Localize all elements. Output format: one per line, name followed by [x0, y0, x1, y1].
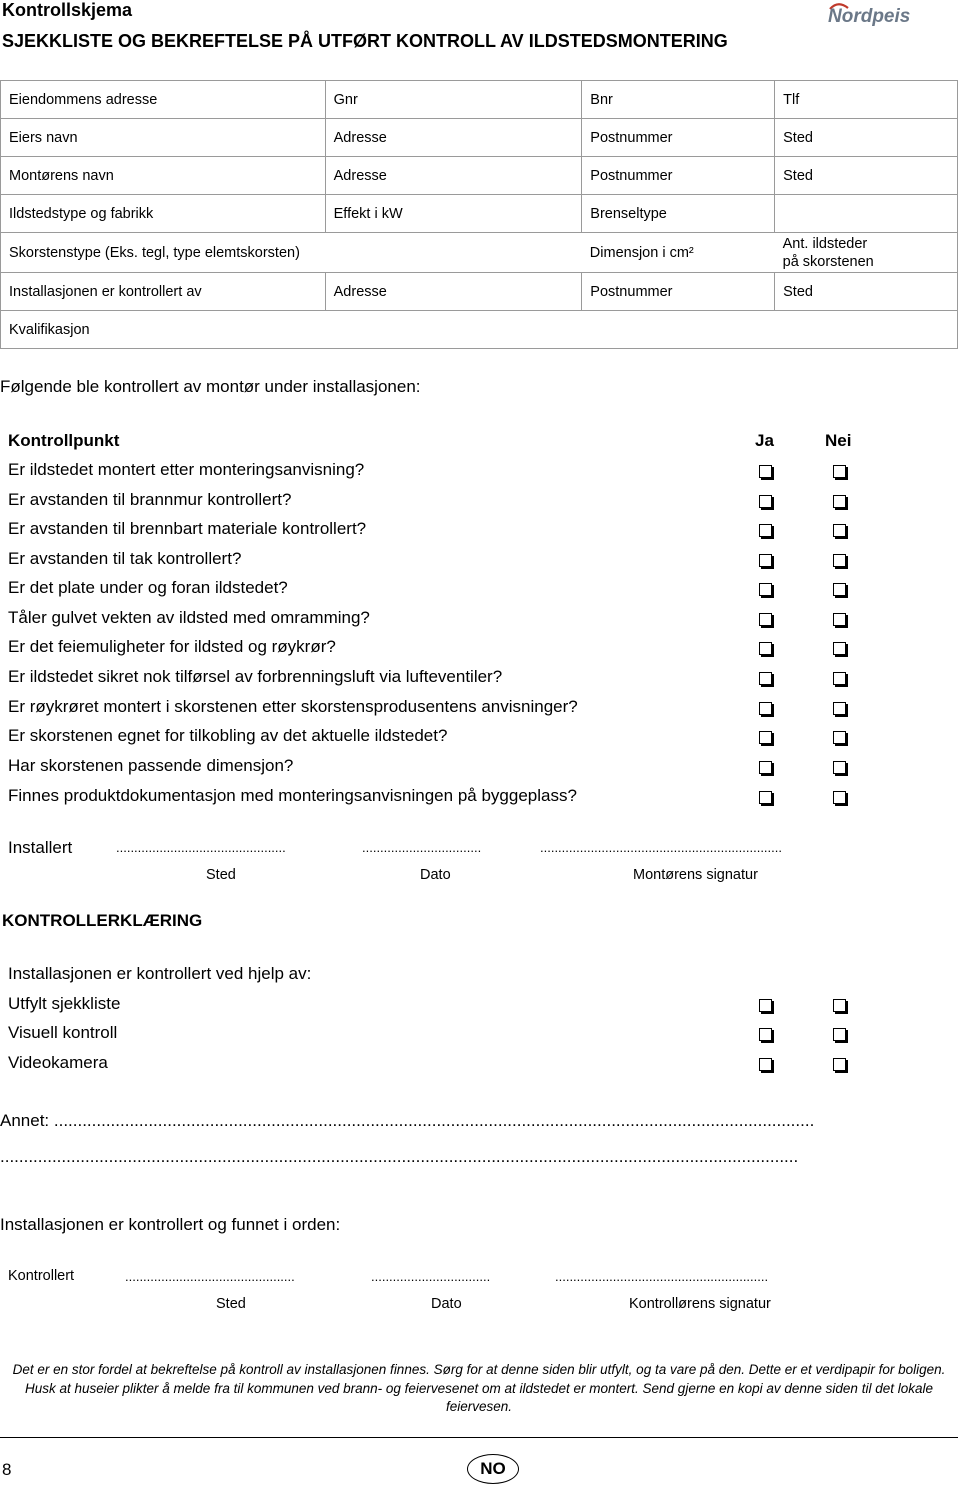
checkbox-no[interactable]: [833, 583, 846, 596]
found-ok-text: Installasjonen er kontrollert og funnet i orden:: [0, 1215, 341, 1234]
checkbox-yes[interactable]: [759, 1028, 772, 1041]
field-installer-address[interactable]: Adresse: [325, 157, 582, 195]
field-empty[interactable]: [775, 195, 958, 233]
checkbox-yes[interactable]: [759, 1058, 772, 1071]
checkbox-no[interactable]: [833, 999, 846, 1012]
checkbox-yes[interactable]: [759, 731, 772, 744]
field-bnr[interactable]: Bnr: [582, 81, 775, 119]
other-field-line2[interactable]: .........................................................................................................................................................................: [0, 1147, 799, 1166]
checkbox-yes[interactable]: [759, 524, 772, 537]
nordpeis-logo: [828, 2, 958, 34]
field-owner-address[interactable]: Adresse: [325, 119, 582, 157]
checklist-item-text: Er ildstedet sikret nok tilførsel av forbrenningsluft via lufteventiler?: [8, 667, 503, 686]
field-property-address[interactable]: Eiendommens adresse: [1, 81, 326, 119]
field-owner-postcode[interactable]: Postnummer: [582, 119, 775, 157]
installed-date-caption: Dato: [420, 867, 451, 883]
checklist-item-text: Tåler gulvet vekten av ildsted med omramming?: [8, 608, 370, 627]
field-controller-address[interactable]: Adresse: [325, 273, 582, 311]
method-label: Utfylt sjekkliste: [8, 994, 121, 1013]
table-row: [1, 233, 958, 273]
checkbox-no[interactable]: [833, 524, 846, 537]
table-row: [1, 273, 958, 311]
column-header-yes: Ja: [755, 431, 774, 450]
checklist-item-text: Er avstanden til brannmur kontrollert?: [8, 490, 292, 509]
checkbox-no[interactable]: [833, 672, 846, 685]
table-row: [1, 311, 958, 349]
controlled-signature-field[interactable]: ...........................................................: [555, 1269, 769, 1284]
column-header-no: Nei: [825, 431, 852, 450]
field-owner-place[interactable]: Sted: [775, 119, 958, 157]
field-power-kw[interactable]: Effekt i kW: [325, 195, 582, 233]
footer-divider: [0, 1437, 958, 1438]
field-installer-name[interactable]: Montørens navn: [1, 157, 326, 195]
field-owner-name[interactable]: Eiers navn: [1, 119, 326, 157]
checklist-item-text: Er ildstedet montert etter monteringsanvisning?: [8, 460, 365, 479]
field-chimney-type[interactable]: Skorstenstype (Eks. tegl, type elemtskorsten): [1, 233, 582, 273]
field-qualification[interactable]: Kvalifikasjon: [1, 311, 958, 349]
checkbox-yes[interactable]: [759, 642, 772, 655]
column-header-point: Kontrollpunkt: [8, 431, 120, 450]
field-stove-count[interactable]: Ant. ildsteder på skorstenen: [775, 233, 958, 273]
table-row: [1, 81, 958, 119]
checklist-item-text: Er det feiemuligheter for ildsted og røykrør?: [8, 637, 336, 656]
field-controller-postcode[interactable]: Postnummer: [582, 273, 775, 311]
page-number: 8: [2, 1460, 12, 1479]
method-label: Visuell kontroll: [8, 1023, 118, 1042]
installed-place-caption: Sted: [206, 867, 236, 883]
checkbox-yes[interactable]: [759, 702, 772, 715]
field-installer-postcode[interactable]: Postnummer: [582, 157, 775, 195]
checkbox-no[interactable]: [833, 1028, 846, 1041]
checkbox-no[interactable]: [833, 642, 846, 655]
checkbox-no[interactable]: [833, 761, 846, 774]
other-field[interactable]: Annet: .................................................................................................................................................................: [0, 1111, 815, 1130]
table-row: [1, 157, 958, 195]
table-row: [1, 119, 958, 157]
footer-note: Det er en stor fordel at bekreftelse på kontroll av installasjonen finnes. Sørg for at denne siden blir utfylt, og ta vare på den. Dette er et verdipapir for boligen. Husk at huseier plikter å melde fra til kommunen ved brann- og feiervesenet om at ildstedet er montert. Send gjerne en kopi av denne siden til det lokale feiervesen.: [12, 1362, 946, 1414]
checkbox-yes[interactable]: [759, 583, 772, 596]
installed-signature-field[interactable]: ...................................................................: [540, 840, 782, 855]
checkbox-yes[interactable]: [759, 761, 772, 774]
checklist-item-text: Er skorstenen egnet for tilkobling av det aktuelle ildstedet?: [8, 726, 448, 745]
controlled-date-field[interactable]: .................................: [371, 1269, 491, 1284]
table-row: [1, 195, 958, 233]
document-title: Kontrollskjema: [2, 0, 133, 20]
controlled-signature-caption: Kontrollørens signatur: [629, 1296, 771, 1312]
field-controlled-by[interactable]: Installasjonen er kontrollert av: [1, 273, 326, 311]
field-dimension[interactable]: Dimensjon i cm²: [582, 233, 775, 273]
field-phone[interactable]: Tlf: [775, 81, 958, 119]
property-info-table: [0, 80, 958, 349]
checkbox-no[interactable]: [833, 554, 846, 567]
checkbox-yes[interactable]: [759, 791, 772, 804]
installed-date-field[interactable]: .................................: [362, 840, 482, 855]
checkbox-yes[interactable]: [759, 999, 772, 1012]
checklist-item-text: Finnes produktdokumentasjon med monteringsanvisningen på byggeplass?: [8, 786, 577, 805]
checkbox-no[interactable]: [833, 495, 846, 508]
controlled-label: Kontrollert: [8, 1268, 75, 1284]
controlled-date-caption: Dato: [431, 1296, 462, 1312]
checkbox-no[interactable]: [833, 1058, 846, 1071]
declaration-heading: KONTROLLERKLÆRING: [2, 911, 203, 930]
checkbox-yes[interactable]: [759, 613, 772, 626]
field-stove-type[interactable]: Ildstedstype og fabrikk: [1, 195, 326, 233]
installed-signature-caption: Montørens signatur: [633, 867, 758, 883]
field-gnr[interactable]: Gnr: [325, 81, 582, 119]
field-installer-place[interactable]: Sted: [775, 157, 958, 195]
logo-text: Nordpeis: [828, 6, 911, 27]
checklist-item-text: Har skorstenen passende dimensjon?: [8, 756, 294, 775]
controlled-place-field[interactable]: ...............................................: [125, 1269, 295, 1284]
checkbox-no[interactable]: [833, 702, 846, 715]
checklist-intro: Følgende ble kontrollert av montør under installasjonen:: [0, 377, 421, 396]
checkbox-yes[interactable]: [759, 495, 772, 508]
checkbox-yes[interactable]: [759, 465, 772, 478]
checklist-item-text: Er det plate under og foran ildstedet?: [8, 578, 288, 597]
checkbox-no[interactable]: [833, 465, 846, 478]
field-controller-place[interactable]: Sted: [775, 273, 958, 311]
checklist-item-text: Er avstanden til brennbart materiale kontrollert?: [8, 519, 367, 538]
checkbox-yes[interactable]: [759, 672, 772, 685]
checkbox-no[interactable]: [833, 791, 846, 804]
checklist-item-text: Er avstanden til tak kontrollert?: [8, 549, 242, 568]
installed-place-field[interactable]: ...............................................: [116, 840, 286, 855]
checkbox-yes[interactable]: [759, 554, 772, 567]
checklist-item-text: Er røykrøret montert i skorstenen etter skorstensprodusentens anvisninger?: [8, 697, 578, 716]
document-subtitle: SJEKKLISTE OG BEKREFTELSE PÅ UTFØRT KONTROLL AV ILDSTEDSMONTERING: [2, 31, 728, 51]
field-fuel-type[interactable]: Brenseltype: [582, 195, 775, 233]
checkbox-no[interactable]: [833, 613, 846, 626]
method-label: Videokamera: [8, 1053, 108, 1072]
installed-label: Installert: [8, 838, 73, 857]
declaration-intro: Installasjonen er kontrollert ved hjelp av:: [8, 964, 312, 983]
checkbox-no[interactable]: [833, 731, 846, 744]
controlled-place-caption: Sted: [216, 1296, 246, 1312]
language-badge: NO: [467, 1454, 519, 1484]
